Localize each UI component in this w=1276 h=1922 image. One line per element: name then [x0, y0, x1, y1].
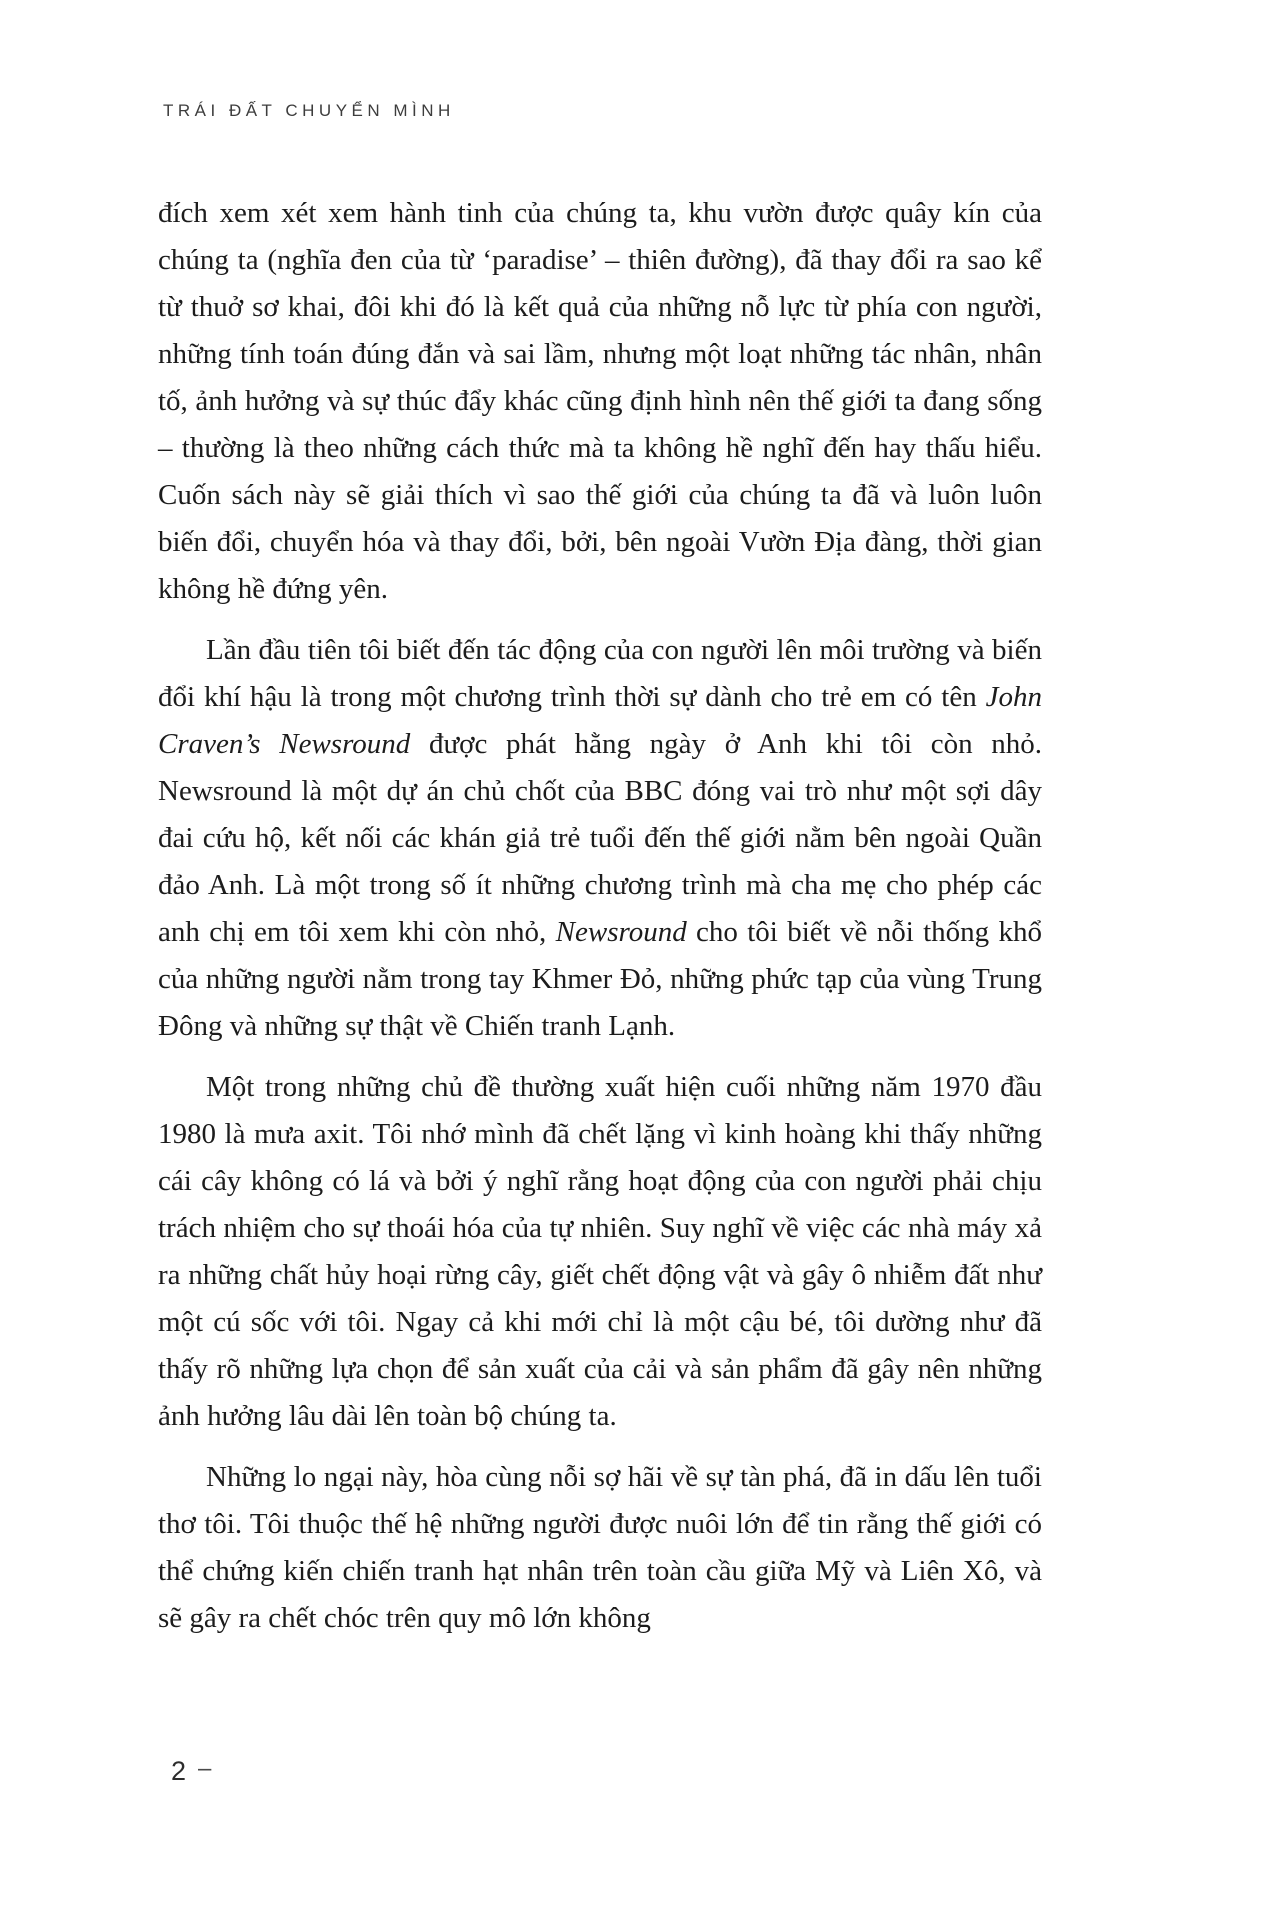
paragraph	[158, 190, 1042, 613]
running-header: TRÁI ĐẤT CHUYỂN MÌNH	[163, 101, 455, 120]
body-text-segment: đích xem xét xem hành tinh của chúng ta, khu vườn được quây kín của chúng ta (nghĩa đen của từ ‘paradise’ – thiên đường), đã thay đổi ra sao kể từ thuở sơ khai, đôi khi đó là kết quả của những nỗ lực từ phía con người, những tính toán đúng đắn và sai lầm, nhưng một loạt những tác nhân, nhân tố, ảnh hưởng và sự thúc đẩy khác cũng định hình nên thế giới ta đang sống – thường là theo những cách thức mà ta không hề nghĩ đến hay thấu hiểu. Cuốn sách này sẽ giải thích vì sao thế giới của chúng ta đã và luôn luôn biến đổi, chuyển hóa và thay đổi, bởi, bên ngoài Vườn Địa đàng, thời gian không hề đứng yên.	[158, 197, 1042, 605]
body-text	[158, 190, 1042, 1656]
page-number: 2	[171, 1756, 187, 1786]
italic-text: Newsround	[555, 916, 687, 948]
body-text-segment: Lần đầu tiên tôi biết đến tác động của con người lên môi trường và biến đổi khí hậu là trong một chương trình thời sự dành cho trẻ em có tên	[158, 634, 1042, 713]
italic-text: John Craven’s Newsround	[158, 681, 1042, 760]
body-text-segment: cho tôi biết về nỗi thống khổ của những người nằm trong tay Khmer Đỏ, những phức tạp của vùng Trung Đông và những sự thật về Chiến tranh Lạnh.	[158, 916, 1043, 1042]
paragraph	[158, 627, 1042, 1050]
body-text-segment: Một trong những chủ đề thường xuất hiện cuối những năm 1970 đầu 1980 là mưa axit. Tôi nhớ mình đã chết lặng vì kinh hoàng khi thấy những cái cây không có lá và bởi ý nghĩ rằng hoạt động của con người phải chịu trách nhiệm cho sự thoái hóa của tự nhiên. Suy nghĩ về việc các nhà máy xả ra những chất hủy hoại rừng cây, giết chết động vật và gây ô nhiễm đất như một cú sốc với tôi. Ngay cả khi mới chỉ là một cậu bé, tôi dường như đã thấy rõ những lựa chọn để sản xuất của cải và sản phẩm đã gây nên những ảnh hưởng lâu dài lên toàn bộ chúng ta.	[158, 1071, 1042, 1432]
footer-dash: –	[198, 1755, 212, 1782]
body-text-segment: được phát hằng ngày ở Anh khi tôi còn nhỏ. Newsround là một dự án chủ chốt của BBC đóng vai trò như một sợi dây đai cứu hộ, kết nối các khán giả trẻ tuổi đến thế giới nằm bên ngoài Quần đảo Anh. Là một trong số ít những chương trình mà cha mẹ cho phép các anh chị em tôi xem khi còn nhỏ,	[158, 728, 1042, 948]
paragraph	[158, 1454, 1042, 1642]
body-text-segment: Những lo ngại này, hòa cùng nỗi sợ hãi về sự tàn phá, đã in dấu lên tuổi thơ tôi. Tôi thuộc thế hệ những người được nuôi lớn để tin rằng thế giới có thể chứng kiến chiến tranh hạt nhân trên toàn cầu giữa Mỹ và Liên Xô, và sẽ gây ra chết chóc trên quy mô lớn không	[158, 1461, 1042, 1634]
page-footer	[171, 1756, 211, 1787]
paragraph	[158, 1064, 1042, 1440]
